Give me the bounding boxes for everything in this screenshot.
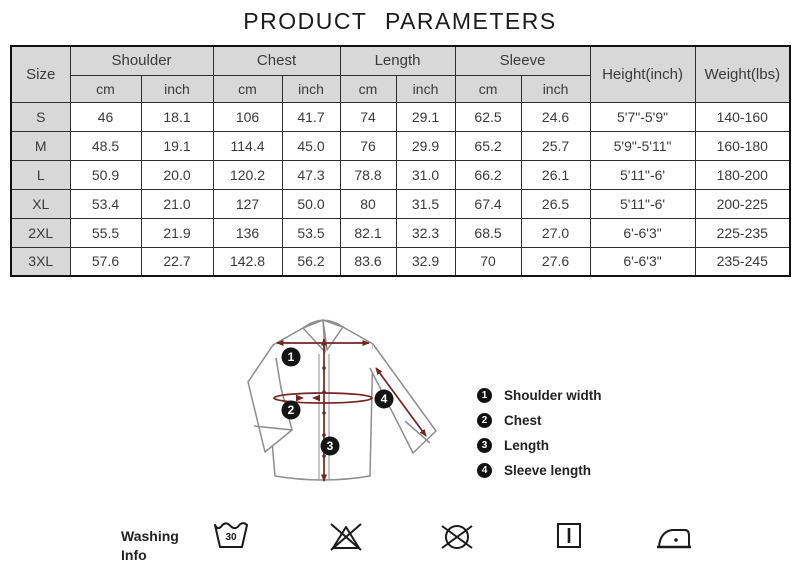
table-cell: 41.7 bbox=[282, 102, 340, 131]
table-cell: 127 bbox=[213, 189, 282, 218]
badge-1: 1 bbox=[287, 350, 295, 364]
table-cell: 31.0 bbox=[396, 160, 455, 189]
table-cell: 47.3 bbox=[282, 160, 340, 189]
size-label: 2XL bbox=[11, 218, 70, 247]
table-cell: 26.1 bbox=[521, 160, 590, 189]
table-cell: 53.4 bbox=[70, 189, 141, 218]
table-cell: 19.1 bbox=[141, 131, 213, 160]
legend-item-shoulder bbox=[477, 386, 657, 404]
badge-4: 4 bbox=[380, 392, 388, 406]
table-cell: 136 bbox=[213, 218, 282, 247]
table-cell: 32.3 bbox=[396, 218, 455, 247]
table-cell: 29.1 bbox=[396, 102, 455, 131]
legend-label: Sleeve length bbox=[504, 462, 592, 478]
col-header-shoulder: Shoulder bbox=[70, 46, 213, 75]
table-cell: 74 bbox=[340, 102, 396, 131]
size-label: L bbox=[11, 160, 70, 189]
table-cell: 53.5 bbox=[282, 218, 340, 247]
table-cell: 22.7 bbox=[141, 247, 213, 276]
table-row-3xl bbox=[11, 247, 790, 276]
washing-label-line2: Info bbox=[121, 546, 147, 563]
size-label: S bbox=[11, 102, 70, 131]
table-row-l bbox=[11, 160, 790, 189]
wash-temp-text: 30 bbox=[225, 532, 237, 543]
unit-header: cm bbox=[70, 75, 141, 102]
page-title: PRODUCT PARAMETERS bbox=[243, 8, 557, 34]
table-cell: 62.5 bbox=[455, 102, 521, 131]
col-header-chest: Chest bbox=[213, 46, 340, 75]
table-cell: 142.8 bbox=[213, 247, 282, 276]
table-cell: 27.6 bbox=[521, 247, 590, 276]
table-cell: 31.5 bbox=[396, 189, 455, 218]
table-cell: 66.2 bbox=[455, 160, 521, 189]
unit-header: inch bbox=[396, 75, 455, 102]
table-cell: 76 bbox=[340, 131, 396, 160]
table-cell: 27.0 bbox=[521, 218, 590, 247]
unit-header: cm bbox=[455, 75, 521, 102]
size-label: M bbox=[11, 131, 70, 160]
iron-low-heat-icon bbox=[655, 521, 693, 553]
table-cell: 6'-6'3" bbox=[590, 218, 695, 247]
table-cell: 5'11"-6' bbox=[590, 160, 695, 189]
shirt-measurement-diagram bbox=[240, 300, 460, 515]
table-cell: 57.6 bbox=[70, 247, 141, 276]
unit-header: inch bbox=[282, 75, 340, 102]
legend-label: Length bbox=[504, 437, 549, 453]
table-cell: 20.0 bbox=[141, 160, 213, 189]
legend-item-length bbox=[477, 436, 657, 454]
table-cell: 5'9"-5'11" bbox=[590, 131, 695, 160]
legend-label: Shoulder width bbox=[504, 387, 602, 403]
table-row-2xl bbox=[11, 218, 790, 247]
col-header-sleeve: Sleeve bbox=[455, 46, 590, 75]
washing-info-label bbox=[121, 527, 179, 565]
table-cell: 80 bbox=[340, 189, 396, 218]
legend-badge-2: 2 bbox=[477, 413, 492, 428]
legend-badge-4: 4 bbox=[477, 463, 492, 478]
table-cell: 83.6 bbox=[340, 247, 396, 276]
unit-header: cm bbox=[340, 75, 396, 102]
table-cell: 106 bbox=[213, 102, 282, 131]
table-cell: 18.1 bbox=[141, 102, 213, 131]
table-row-s bbox=[11, 102, 790, 131]
table-cell: 45.0 bbox=[282, 131, 340, 160]
size-label: XL bbox=[11, 189, 70, 218]
table-cell: 46 bbox=[70, 102, 141, 131]
table-cell: 32.9 bbox=[396, 247, 455, 276]
table-row-m bbox=[11, 131, 790, 160]
table-cell: 48.5 bbox=[70, 131, 141, 160]
table-cell: 6'-6'3" bbox=[590, 247, 695, 276]
size-chart-table bbox=[10, 45, 791, 277]
table-cell: 114.4 bbox=[213, 131, 282, 160]
machine-wash-30-icon bbox=[213, 520, 249, 552]
table-cell: 24.6 bbox=[521, 102, 590, 131]
table-cell: 25.7 bbox=[521, 131, 590, 160]
do-not-dry-clean-icon bbox=[439, 521, 475, 553]
table-cell: 50.9 bbox=[70, 160, 141, 189]
table-cell: 21.9 bbox=[141, 218, 213, 247]
legend-badge-3: 3 bbox=[477, 438, 492, 453]
table-cell: 120.2 bbox=[213, 160, 282, 189]
do-not-bleach-icon bbox=[328, 521, 364, 553]
table-cell: 225-235 bbox=[695, 218, 790, 247]
table-row-xl bbox=[11, 189, 790, 218]
washing-label-line1: Washing bbox=[121, 528, 179, 544]
table-cell: 56.2 bbox=[282, 247, 340, 276]
col-header-length: Length bbox=[340, 46, 455, 75]
legend-item-sleeve bbox=[477, 461, 657, 479]
table-cell: 50.0 bbox=[282, 189, 340, 218]
table-cell: 82.1 bbox=[340, 218, 396, 247]
badge-2: 2 bbox=[287, 403, 295, 417]
badge-3: 3 bbox=[326, 439, 334, 453]
table-cell: 78.8 bbox=[340, 160, 396, 189]
unit-header: inch bbox=[521, 75, 590, 102]
table-cell: 26.5 bbox=[521, 189, 590, 218]
col-header-height: Height(inch) bbox=[590, 46, 695, 102]
unit-header: inch bbox=[141, 75, 213, 102]
table-cell: 21.0 bbox=[141, 189, 213, 218]
unit-header: cm bbox=[213, 75, 282, 102]
table-cell: 68.5 bbox=[455, 218, 521, 247]
col-header-size: Size bbox=[11, 46, 70, 102]
legend-badge-1: 1 bbox=[477, 388, 492, 403]
drip-dry-icon bbox=[553, 520, 585, 552]
table-cell: 67.4 bbox=[455, 189, 521, 218]
table-cell: 55.5 bbox=[70, 218, 141, 247]
table-cell: 160-180 bbox=[695, 131, 790, 160]
table-cell: 140-160 bbox=[695, 102, 790, 131]
table-cell: 70 bbox=[455, 247, 521, 276]
table-cell: 200-225 bbox=[695, 189, 790, 218]
legend-label: Chest bbox=[504, 412, 542, 428]
col-header-weight: Weight(lbs) bbox=[695, 46, 790, 102]
header-row-groups bbox=[11, 46, 790, 75]
table-cell: 5'7"-5'9" bbox=[590, 102, 695, 131]
size-label: 3XL bbox=[11, 247, 70, 276]
legend-item-chest bbox=[477, 411, 657, 429]
shirt-diagram-svg bbox=[240, 300, 460, 515]
table-cell: 235-245 bbox=[695, 247, 790, 276]
table-cell: 5'11"-6' bbox=[590, 189, 695, 218]
table-cell: 29.9 bbox=[396, 131, 455, 160]
measurement-legend bbox=[477, 386, 657, 486]
table-cell: 180-200 bbox=[695, 160, 790, 189]
table-cell: 65.2 bbox=[455, 131, 521, 160]
